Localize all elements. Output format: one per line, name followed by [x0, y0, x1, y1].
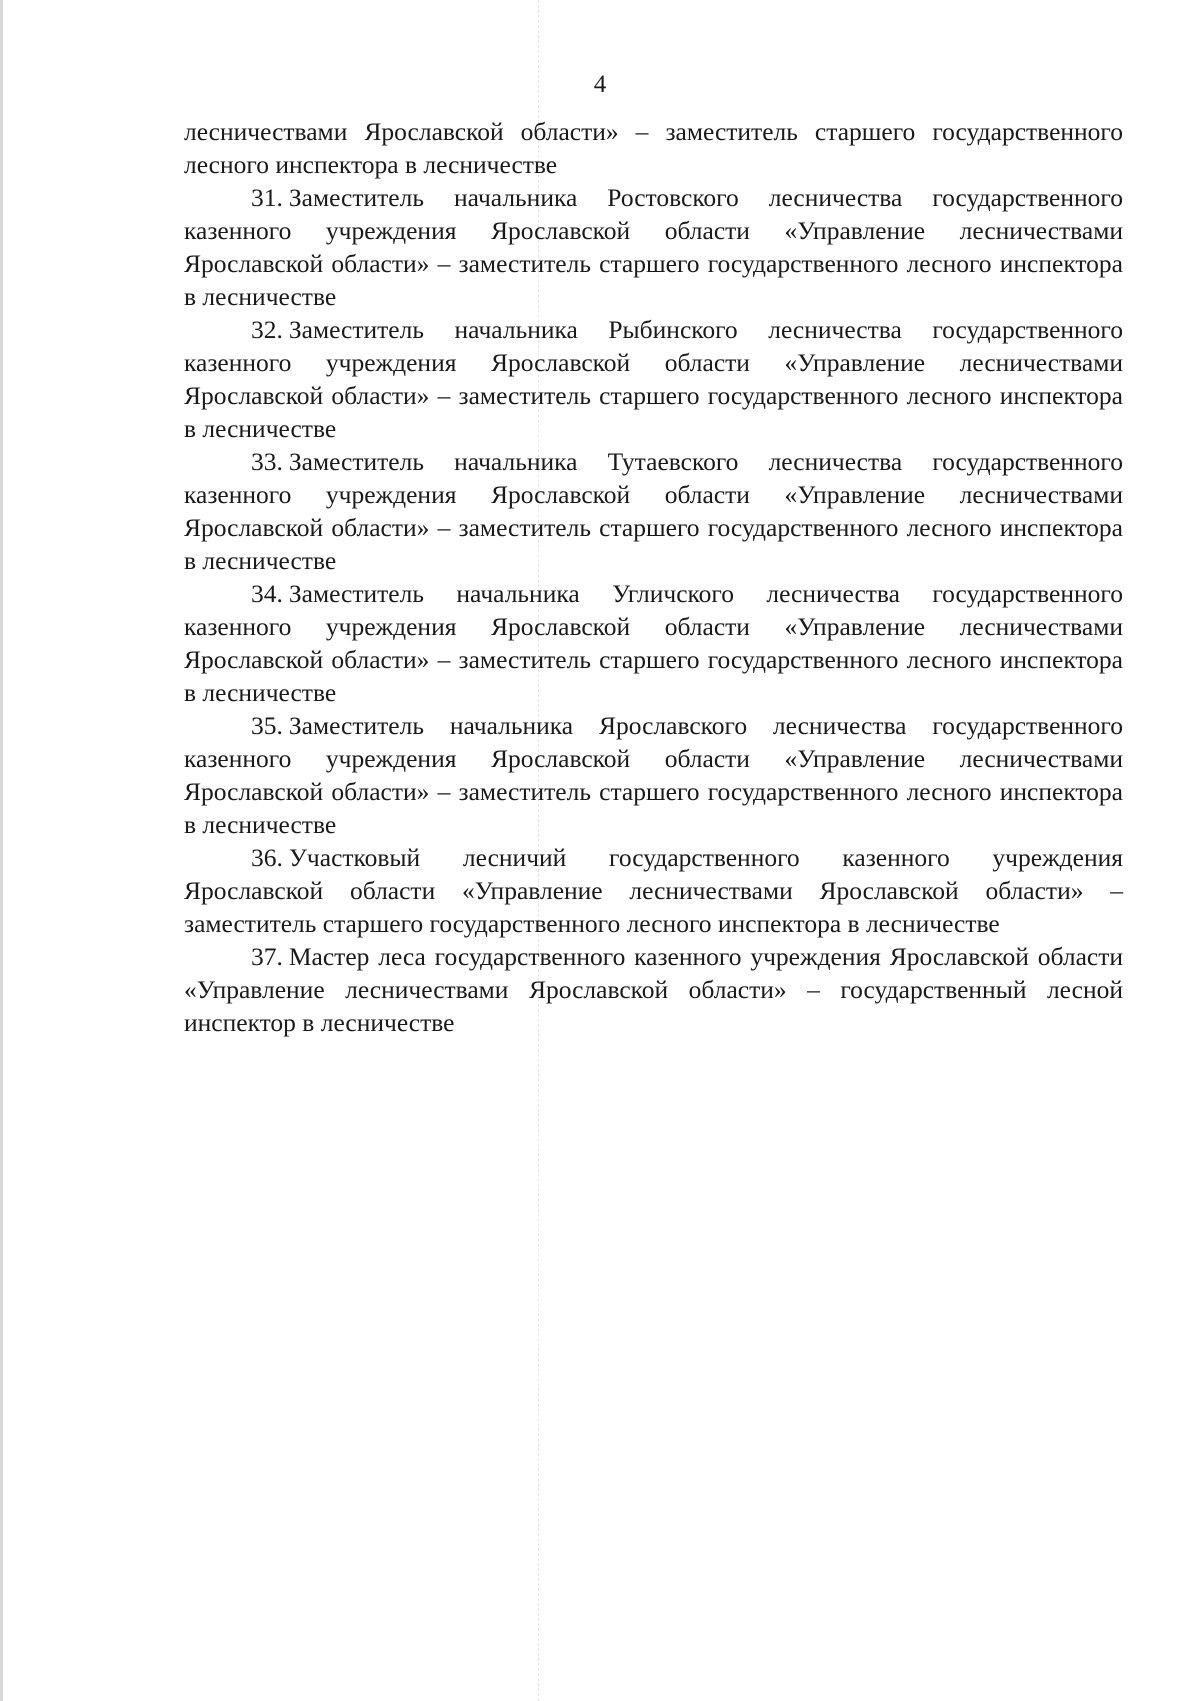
item-number: 31.	[251, 183, 283, 212]
item-number: 37.	[251, 942, 283, 971]
list-item	[184, 940, 1123, 1039]
item-text: Заместитель начальника Ростовского лесничества государственного казенного учреждения Ярославской области «Управление лесничествами Ярославской области» – заместитель старшего государственного лесного инспектора в лесничестве	[184, 183, 1123, 311]
item-number: 32.	[251, 315, 283, 344]
continuation-paragraph: лесничествами Ярославской области» – заместитель старшего государственного лесного инспектора в лесничестве	[184, 117, 1123, 179]
item-text: Участковый лесничий государственного казенного учреждения Ярославской области «Управление лесничествами Ярославской области» – заместитель старшего государственного лесного инспектора в лесничестве	[184, 843, 1123, 938]
list-item	[184, 709, 1123, 841]
item-text: Заместитель начальника Рыбинского лесничества государственного казенного учреждения Ярославской области «Управление лесничествами Ярославской области» – заместитель старшего государственного лесного инспектора в лесничестве	[184, 315, 1123, 443]
list-item	[184, 445, 1123, 577]
list-item	[184, 841, 1123, 940]
item-text: Заместитель начальника Тутаевского лесничества государственного казенного учреждения Ярославской области «Управление лесничествами Ярославской области» – заместитель старшего государственного лесного инспектора в лесничестве	[184, 447, 1123, 575]
item-text: Мастер леса государственного казенного учреждения Ярославской области «Управление лесничествами Ярославской области» – государственный лесной инспектор в лесничестве	[184, 942, 1123, 1037]
item-text: Заместитель начальника Угличского лесничества государственного казенного учреждения Ярославской области «Управление лесничествами Ярославской области» – заместитель старшего государственного лесного инспектора в лесничестве	[184, 579, 1123, 707]
item-number: 33.	[251, 447, 283, 476]
item-text: Заместитель начальника Ярославского лесничества государственного казенного учреждения Ярославской области «Управление лесничествами Ярославской области» – заместитель старшего государственного лесного инспектора в лесничестве	[184, 711, 1123, 839]
document-body	[184, 115, 1123, 1039]
list-item	[184, 313, 1123, 445]
page-number: 4	[593, 71, 607, 98]
page-edge	[0, 0, 3, 1701]
item-number: 34.	[251, 579, 283, 608]
item-number: 36.	[251, 843, 283, 872]
list-item	[184, 181, 1123, 313]
item-number: 35.	[251, 711, 283, 740]
list-item	[184, 577, 1123, 709]
